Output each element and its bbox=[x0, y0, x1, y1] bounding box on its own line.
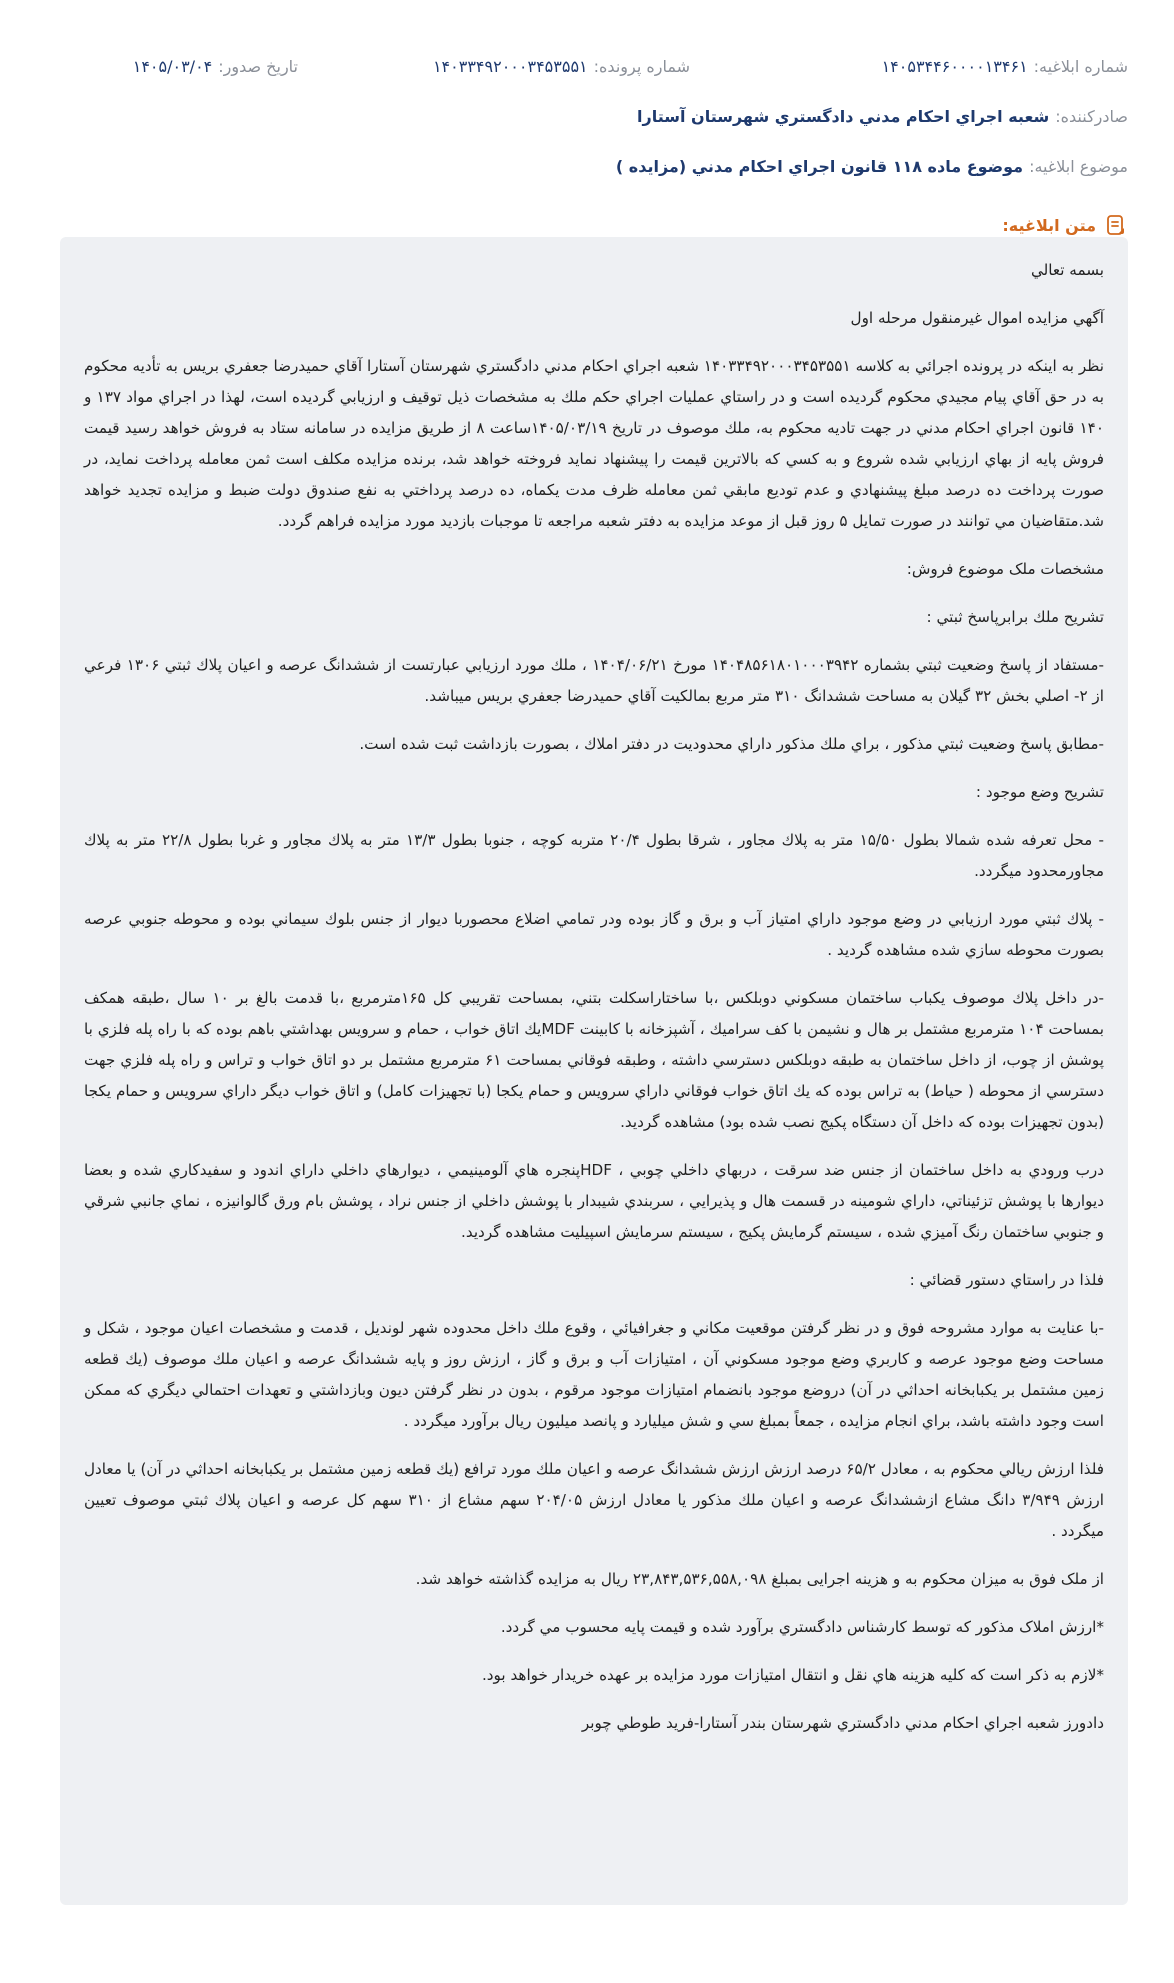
case-number bbox=[298, 52, 690, 82]
notice-text-title: متن ابلاغيه: bbox=[1002, 215, 1096, 235]
body-paragraph: نظر به اينکه در پرونده اجرائي به کلاسه ۱۴۰۳۳۴۹۲۰۰۰۳۴۵۳۵۵۱ شعبه اجراي احکام مدني دادگستري شهرستان آستارا آقاي حميدرضا جعفري بريس به تأديه محکوم به در حق آقاي پيام مجيدي محکوم گرديده است و در راستاي عمليات اجراي حكم ملك به مشخصات ذيل توقيف و ارزيابي گرديده است، لهذا در اجراي مواد ۱۳۷ و ۱۴۰ قانون اجراي احکام مدني در جهت تاديه محکوم به، ملك موصوف در تاريخ ۱۴۰۵/۰۳/۱۹ساعت ۸ از طريق مزايده در سامانه ستاد به فروش خواهد رسيد قيمت فروش پايه از بهاي ارزيابي شده شروع و به کسي که بالاترين قيمت را پيشنهاد نمايد فروخته خواهد شد، برنده مزايده مکلف است ثمن معامله پرداخت نمايد، در صورت پرداخت ده درصد مبلغ پيشنهادي و عدم توديع مابقي ثمن معامله ظرف مدت يکماه، ده درصد پرداختي به نفع صندوق دولت ضبط و مزايده تجديد خواهد شد.متقاضيان مي توانند در صورت تمايل ۵ روز قبل از موعد مزايده به دفتر شعبه مراجعه تا موجبات بازديد مورد مزايده فراهم گردد. bbox=[84, 357, 1104, 530]
issue-date-label: تاريخ صدور: bbox=[218, 57, 298, 76]
body-paragraph: فلذا در راستاي دستور قضائي : bbox=[909, 1271, 1104, 1289]
case-number-value: ۱۴۰۳۳۴۹۲۰۰۰۳۴۵۳۵۵۱ bbox=[432, 57, 588, 76]
issue-date bbox=[60, 52, 298, 82]
subject-value: موضوع ماده ۱۱۸ قانون اجراي احکام مدني (مزايده ) bbox=[615, 157, 1024, 176]
body-paragraph: دادورز شعبه اجراي احکام مدني دادگستري شهرستان بندر آستارا-فريد طوطي چوبر bbox=[581, 1714, 1104, 1732]
case-number-label: شماره پرونده: bbox=[593, 57, 690, 76]
document-text-icon bbox=[1104, 213, 1128, 237]
body-paragraph: تشريح ملك برابرپاسخ ثبتي : bbox=[926, 608, 1104, 626]
body-paragraph: از ملک فوق به ميزان محکوم به و هزينه اجرايی بمبلغ ۲۳,۸۴۳,۵۳۶,۵۵۸,۰۹۸ ريال به مزايده گذاشته خواهد شد. bbox=[415, 1570, 1104, 1588]
issue-date-value: ۱۴۰۵/۰۳/۰۴ bbox=[132, 57, 213, 76]
issuer-value: شعبه اجراي احكام مدني دادگستري شهرستان آستارا bbox=[637, 107, 1050, 126]
body-paragraph: - پلاك ثبتي مورد ارزيابي در وضع موجود داراي امتياز آب و برق و گاز بوده ودر تمامي اضلاع محصوربا ديوار از جنس بلوك سيماني بوده و محوطه جنوبي عرصه بصورت محوطه سازي شده مشاهده گرديد . bbox=[84, 910, 1104, 959]
issuer-line bbox=[60, 102, 1128, 132]
notice-text-header bbox=[60, 210, 1128, 240]
body-paragraph: -مطابق پاسخ وضعيت ثبتي مذكور ، براي ملك مذكور داراي محدوديت در دفتر املاك ، بصورت بازداشت ثبت شده است. bbox=[359, 735, 1104, 753]
body-paragraph: بسمه تعالي bbox=[1031, 261, 1104, 279]
body-paragraph: آگهي مزايده اموال غيرمنقول مرحله اول bbox=[850, 309, 1104, 327]
notice-number-value: ۱۴۰۵۳۴۴۶۰۰۰۰۱۳۴۶۱ bbox=[881, 57, 1028, 76]
body-paragraph: -مستفاد از پاسخ وضعيت ثبتي بشماره ۱۴۰۴۸۵۶۱۸۰۱۰۰۰۳۹۴۲ مورخ ۱۴۰۴/۰۶/۲۱ ، ملك مورد ارزيابي عبارتست از ششدانگ عرصه و اعيان پلاك ثبتي ۱۳۰۶ فرعي از ۲- اصلي بخش ۳۲ گيلان به مساحت ششدانگ ۳۱۰ متر مربع بمالكيت آقاي حميدرضا جعفري بريس ميباشد. bbox=[84, 656, 1104, 705]
notice-page bbox=[60, 0, 1128, 1732]
body-paragraph: مشخصات ملک موضوع فروش: bbox=[906, 560, 1104, 578]
body-paragraph: فلذا ارزش ريالي محكوم به ، معادل ۶۵/۲ درصد ارزش ارزش ششدانگ عرصه و اعيان ملك مورد ترافع (يك قطعه زمين مشتمل بر يكبابخانه احداثي در آن) يا معادل ارزش ۳/۹۴۹ دانگ مشاع ازششدانگ عرصه و اعيان ملك مذكور يا معادل ارزش ۲۰۴/۰۵ سهم مشاع از ۳۱۰ سهم كل عرصه و اعيان پلاك ثبتي موصوف تعيين ميگردد . bbox=[84, 1460, 1104, 1540]
body-paragraph: تشريح وضع موجود : bbox=[975, 783, 1104, 801]
body-paragraph: -با عنايت به موارد مشروحه فوق و در نظر گرفتن موقعيت مكاني و جغرافيائي ، وقوع ملك داخل محدوده شهر لونديل ، قدمت و مشخصات اعيان موجود ، شكل و مساحت وضع موجود عرصه و كاربري وضع موجود مسكوني آن ، امتيازات آب و برق و گاز ، ارزش روز و پايه ششدانگ عرصه و اعيان ملك موصوف (يك قطعه زمين مشتمل بر يكبابخانه احداثي در آن) دروضع موجود بانضمام امتيازات موجود مرقوم ، بدون در نظر گرفتن ديون وبازداشتي و تعهدات احتمالي ديگري كه ممكن است وجود داشته باشد، براي انجام مزايده ، جمعاً بمبلغ سي و شش ميليارد و پانصد ميليون ريال برآورد ميگردد . bbox=[84, 1319, 1104, 1430]
body-paragraph: *ارزش املاک مذکور که توسط کارشناس دادگستري برآورد شده و قيمت پايه محسوب مي گردد. bbox=[500, 1618, 1104, 1636]
body-paragraph: - محل تعرفه شده شمالا بطول ۱۵/۵۰ متر به پلاك مجاور ، شرقا بطول ۲۰/۴ متربه كوچه ، جنوبا بطول ۱۳/۳ متر به پلاك مجاور و غربا بطول ۲۲/۸ متر به پلاك مجاورمحدود ميگردد. bbox=[84, 831, 1104, 880]
body-paragraph: -در داخل پلاك موصوف يكباب ساختمان مسكوني دوبلكس ،با ساختاراسكلت بتني، بمساحت تقريبي كل ۱۶۵مترمربع ،با قدمت بالغ بر ۱۰ سال ،طبقه همكف بمساحت ۱۰۴ مترمربع مشتمل بر هال و نشيمن با كف سراميك ، آشپزخانه با كابينت MDFيك اتاق خواب ، حمام و سرويس بهداشتي باهم بوده كه با راه پله فلزي با پوشش از چوب، از داخل ساختمان به طبقه دوبلكس دسترسي داشته ، وطبقه فوقاني بمساحت ۶۱ مترمربع مشتمل بر دو اتاق خواب و تراس و راه پله فلزي جهت دسترسي از محوطه ( حياط) به تراس بوده كه يك اتاق خواب فوقاني داراي سرويس و حمام يكجا (با تجهيزات كامل) و اتاق خواب ديگر داراي سرويس و حمام يكجا (بدون تجهيزات بوده كه داخل آن دستگاه پكيج نصب شده بود) مشاهده گرديد. bbox=[84, 989, 1105, 1131]
notice-text-body bbox=[60, 237, 1128, 1905]
body-paragraph: *لازم به ذکر است که کليه هزينه هاي نقل و انتقال امتيازات مورد مزايده بر عهده خريدار خواهد بود. bbox=[481, 1666, 1104, 1684]
notice-meta-row bbox=[60, 52, 1128, 82]
notice-number-label: شماره ابلاغيه: bbox=[1033, 57, 1128, 76]
notice-number bbox=[690, 52, 1128, 82]
subject-line bbox=[60, 152, 1128, 182]
body-paragraph: درب ورودي به داخل ساختمان از جنس ضد سرقت ، دربهاي داخلي چوبي ، HDFپنجره هاي آلومينيمي ، ديوارهاي داخلي داراي اندود و سفيدكاري شده و بعضا ديوارها با پوشش تزئيناتي، داراي شومينه در قسمت هال و پذيرايي ، سربندي شيبدار با پوشش داخلي از جنس نراد ، پوشش بام ورق گالوانيزه ، نماي جانبي شرقي و جنوبي ساختمان رنگ آميزي شده ، سيستم گرمايش پكيج ، سيستم سرمايش اسپيليت مشاهده گرديد. bbox=[84, 1161, 1104, 1241]
subject-label: موضوع ابلاغيه: bbox=[1029, 157, 1128, 176]
issuer-label: صادرکننده: bbox=[1055, 107, 1128, 126]
